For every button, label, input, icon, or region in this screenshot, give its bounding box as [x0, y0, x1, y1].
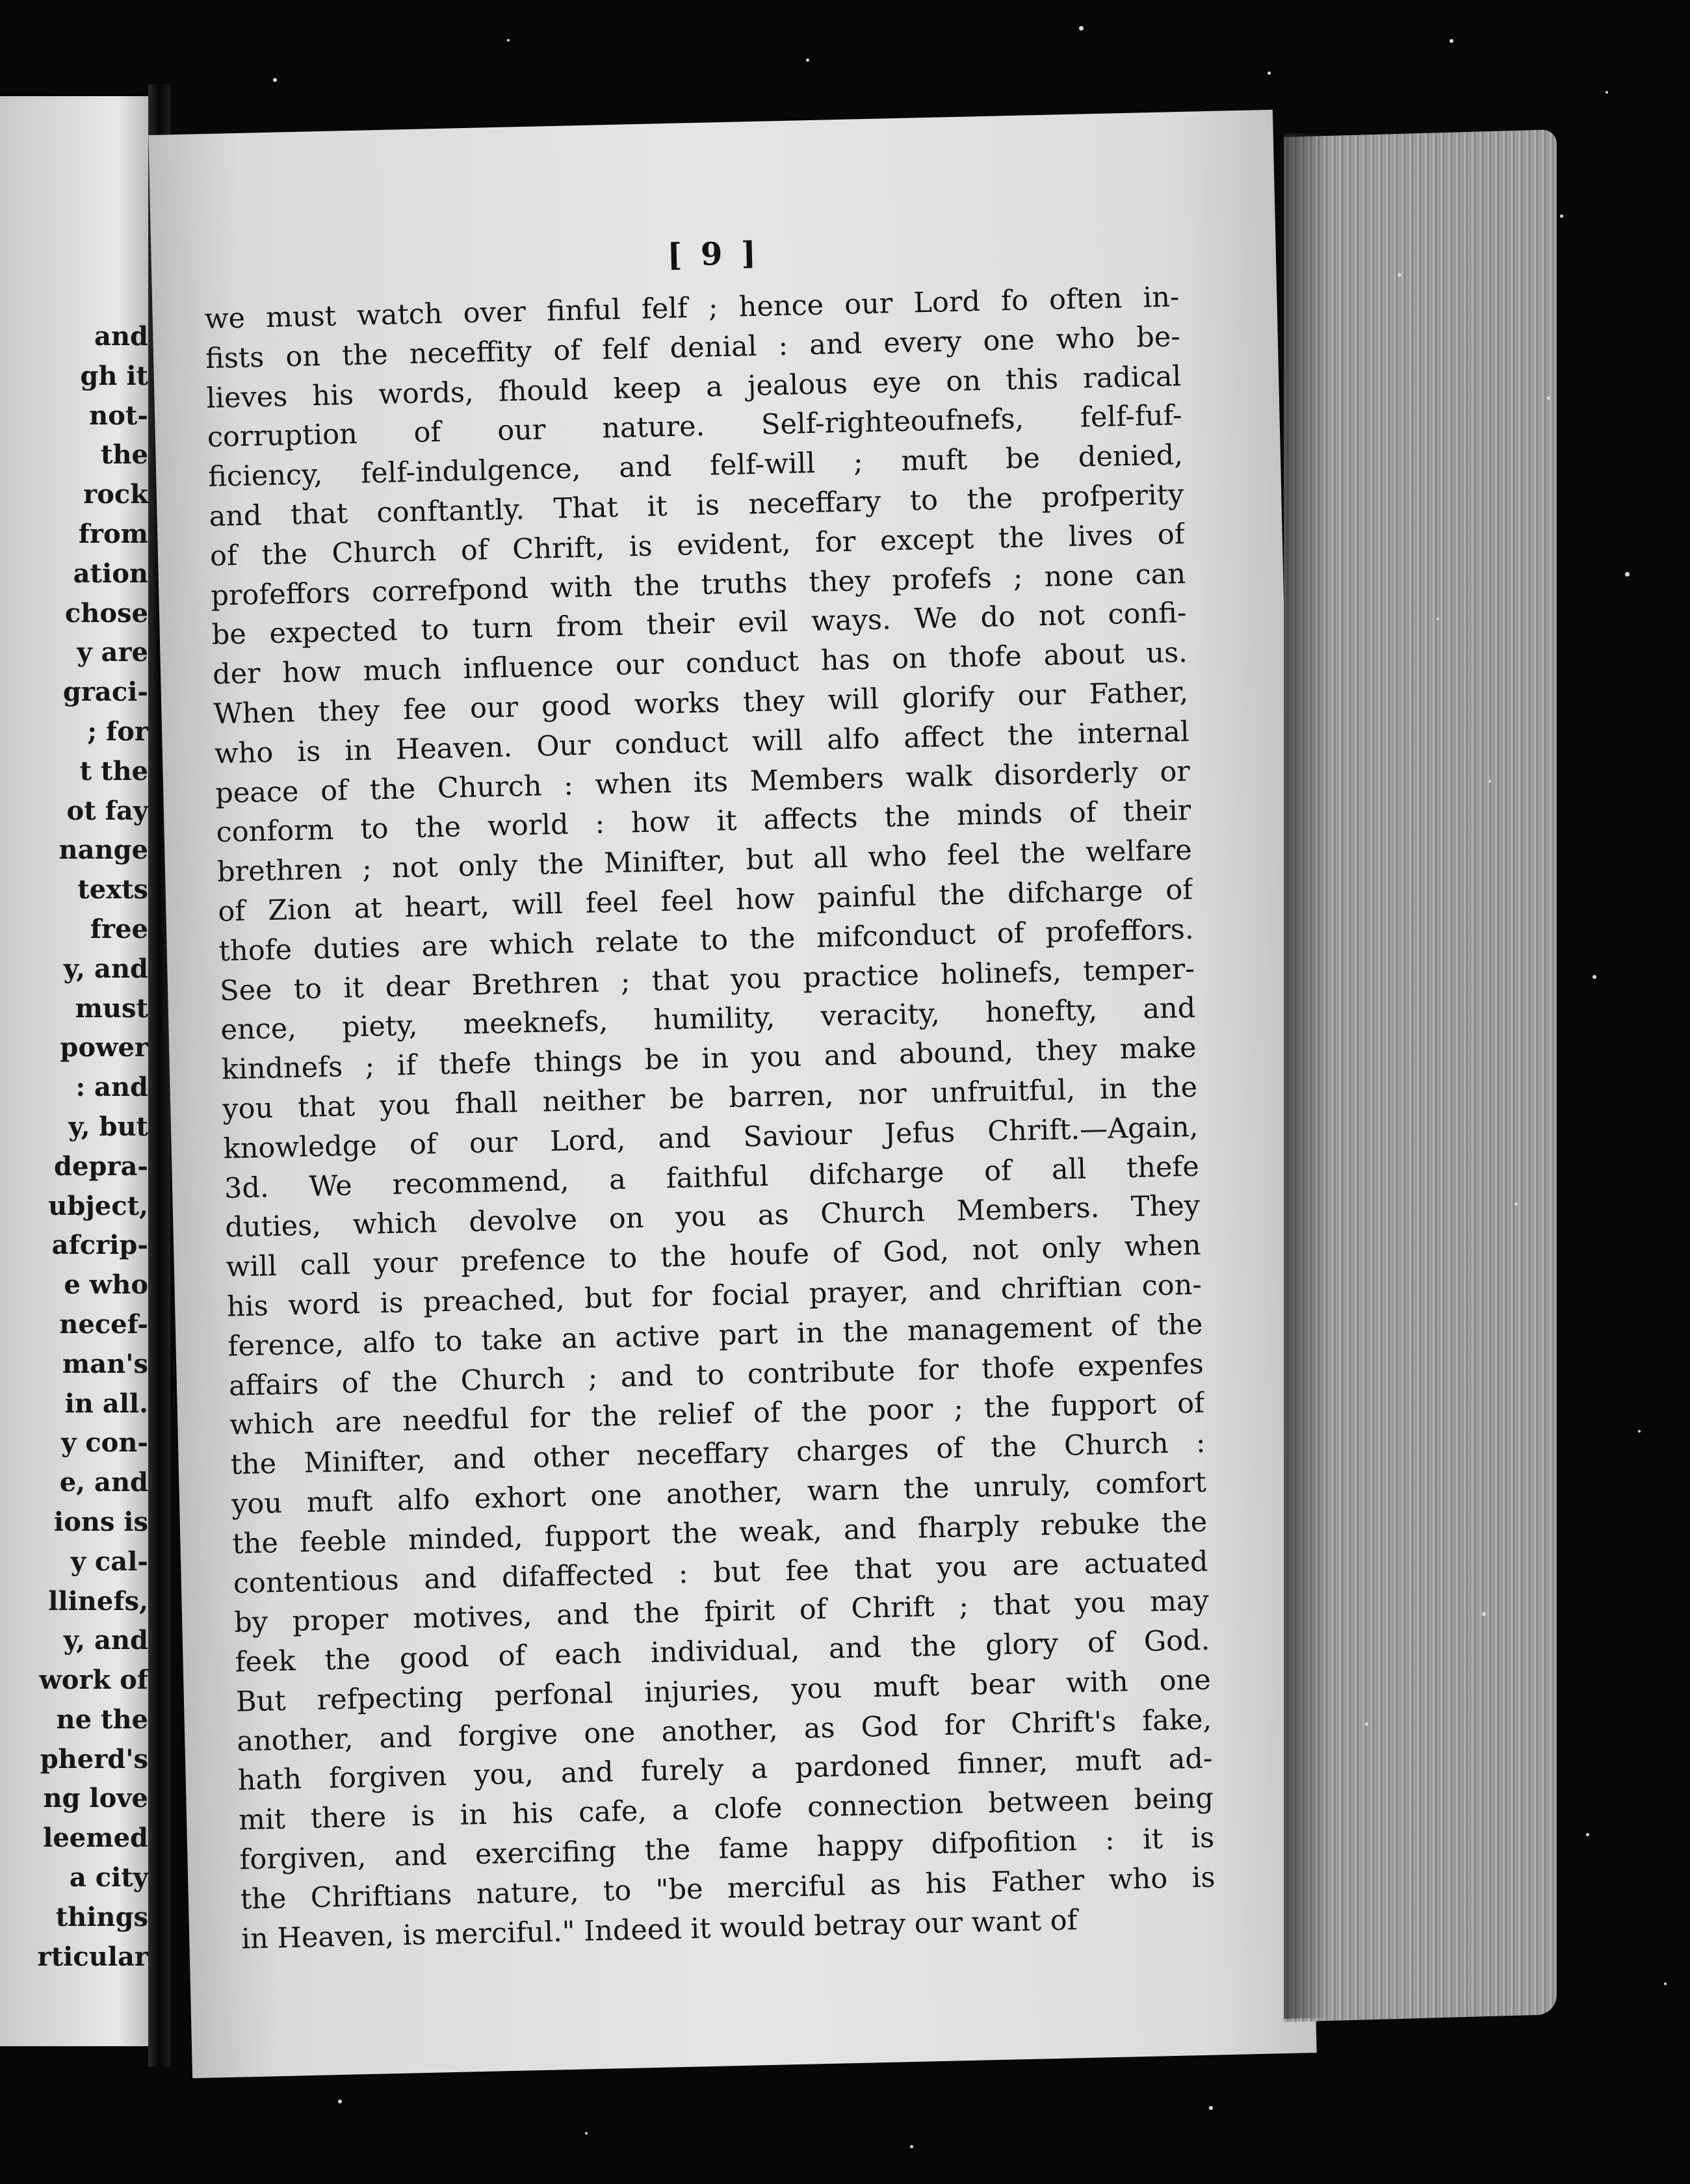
left-fragment: y, and [63, 1625, 148, 1656]
dust-speck [1586, 1833, 1589, 1836]
left-fragment: e who [64, 1269, 148, 1301]
dust-speck [1365, 1722, 1368, 1726]
text-line: his word is preached, but for focial prayer, and chriftian con- [226, 1268, 1202, 1323]
left-fragment: necef- [59, 1308, 148, 1340]
left-fragment: rticular [37, 1941, 148, 1972]
text-line: another, and forgive one another, as God for Chrift's fake, [236, 1703, 1212, 1758]
text-line: by proper motives, and the fpirit of Chrift ; that you may [233, 1584, 1210, 1639]
left-fragment: from [78, 518, 148, 549]
text-line: peace of the Church : when its Members walk disorderly or [214, 755, 1191, 810]
left-fragment: llinefs, [48, 1585, 148, 1617]
left-fragment: and [94, 321, 148, 352]
text-line: and that conftantly. That it is neceffary to the profperity [209, 478, 1184, 534]
left-fragment: must [75, 993, 148, 1024]
left-fragment: power [60, 1032, 148, 1063]
text-line: thofe duties are which relate to the mifconduct of profeffors. [218, 913, 1195, 968]
text-line: contentious and difaffected : but fee that you are actuated [233, 1545, 1209, 1600]
left-fragment: y con- [61, 1427, 148, 1459]
left-fragment: ; for [87, 716, 148, 747]
left-fragment: depra- [54, 1150, 148, 1182]
left-fragment: a city [69, 1862, 148, 1893]
text-line: the feeble minded, fupport the weak, and fharply rebuke the [231, 1505, 1208, 1561]
left-fragment: nange [58, 835, 148, 866]
text-line: feek the good of each individual, and the glory of God. [235, 1624, 1210, 1679]
left-fragment: y, and [63, 953, 148, 984]
text-line: der how much influence our conduct has on thofe about us. [212, 636, 1188, 692]
dust-speck [1514, 1202, 1518, 1206]
left-fragment: : and [75, 1072, 148, 1103]
dust-speck [1209, 2106, 1213, 2110]
text-line: lieves his words, fhould keep a jealous eye on this radical [205, 359, 1182, 415]
left-fragment: work of [39, 1665, 148, 1696]
left-fragment: ions is [53, 1506, 148, 1537]
text-line: mit there is in his cafe, a clofe connection between being [238, 1782, 1214, 1837]
left-fragment: the [100, 439, 148, 471]
left-fragment: man's [62, 1348, 148, 1379]
text-line: brethren ; not only the Minifter, but all who feel the welfare [216, 834, 1193, 889]
left-page-text [38, 317, 148, 1977]
dust-speck [1482, 1612, 1486, 1616]
text-line: fists on the neceffity of felf denial : and every one who be- [205, 320, 1181, 375]
left-page [0, 96, 148, 2046]
page-number: [ 9 ] [666, 235, 760, 274]
left-fragment: afcrip- [51, 1230, 148, 1261]
text-line: ficiency, felf-indulgence, and felf-will ; muft be denied, [207, 439, 1184, 494]
left-fragment: things [55, 1901, 148, 1932]
text-line: which are needful for the relief of the poor ; the fupport of [229, 1386, 1205, 1442]
left-fragment: texts [77, 874, 148, 905]
left-fragment: e, and [59, 1467, 148, 1498]
text-line: ference, alfo to take an active part in the management of the [228, 1308, 1203, 1363]
left-fragment: gh it [80, 360, 148, 391]
dust-speck [1560, 214, 1563, 218]
text-line: When they fee our good works they will glorify our Father, [213, 675, 1189, 731]
dust-speck [1398, 273, 1401, 277]
left-fragment: ot fay [66, 795, 148, 826]
left-fragment: ne the [56, 1704, 148, 1735]
dust-speck [507, 39, 510, 42]
left-fragment: ubject, [48, 1190, 148, 1221]
dust-speck [1436, 618, 1439, 620]
left-fragment: not- [89, 400, 148, 431]
dust-speck [910, 2145, 913, 2148]
dust-speck [338, 2100, 342, 2103]
text-line: hath forgiven you, and furely a pardoned finner, muft ad- [237, 1743, 1213, 1798]
left-fragment: ation [73, 558, 148, 589]
left-fragment: y, but [68, 1111, 148, 1142]
text-line: duties, which devolve on you as Church Members. They [224, 1190, 1201, 1245]
text-line: ence, piety, meeknefs, humility, veracity, honefty, and [220, 992, 1196, 1047]
text-line: But refpecting perfonal injuries, you muft bear with one [235, 1663, 1212, 1719]
dust-speck [1664, 1982, 1667, 1985]
dust-speck [806, 58, 809, 62]
text-line: kindnefs ; if thefe things be in you and abound, they make [221, 1031, 1197, 1086]
text-line: of Zion at heart, will feel feel how painful the difcharge of [217, 873, 1193, 928]
left-fragment: leemed [43, 1823, 148, 1854]
text-line: the Minifter, and other neceffary charges of the Church : [230, 1426, 1206, 1481]
dust-speck [1268, 72, 1271, 75]
left-fragment: ng love [43, 1783, 148, 1814]
text-line: you that you fhall neither be barren, nor unfruitful, in the [222, 1071, 1198, 1126]
left-fragment: graci- [62, 677, 148, 708]
left-fragment: rock [83, 479, 148, 510]
text-line: be expected to turn from their evil ways. We do not confi- [211, 597, 1187, 652]
dust-speck [1592, 975, 1596, 979]
dust-speck [1638, 1430, 1641, 1433]
left-fragment: free [90, 913, 148, 944]
text-line: knowledge of our Lord, and Saviour Jefus Chrift.—Again, [223, 1110, 1199, 1165]
dust-speck [1450, 39, 1453, 43]
dust-speck [1488, 780, 1491, 783]
text-line: of the Church of Chrift, is evident, for except the lives of [209, 517, 1186, 573]
left-fragment: y are [77, 637, 148, 668]
dust-speck [1079, 26, 1084, 31]
text-line: the Chriftians nature, to "be merciful as his Father who is [240, 1861, 1216, 1916]
text-line: in Heaven, is merciful." Indeed it would betray our want of [240, 1903, 1078, 1956]
dust-speck [585, 2132, 588, 2135]
right-page [148, 110, 1316, 2078]
text-line: corruption of our nature. Self-righteoufnefs, felf-fuf- [207, 399, 1183, 454]
page-body-text [204, 278, 1217, 1959]
dust-speck [1625, 572, 1630, 577]
page-stack-shadow [1284, 133, 1329, 2019]
text-line: will call your prefence to the houfe of God, not only when [226, 1228, 1202, 1284]
left-fragment: in all. [64, 1388, 148, 1419]
text-line: profeffors correfpond with the truths they profefs ; none can [210, 557, 1186, 612]
text-line: affairs of the Church ; and to contribute for thofe expenfes [228, 1347, 1204, 1403]
text-line: forgiven, and exercifing the fame happy difpofition : it is [239, 1821, 1215, 1877]
left-fragment: y cal- [70, 1546, 148, 1577]
left-fragment: pherd's [40, 1743, 148, 1774]
text-line: conform to the world : how it affects the minds of their [216, 794, 1191, 850]
text-line: we must watch over finful felf ; hence our Lord fo often in- [204, 281, 1180, 336]
text-line: who is in Heaven. Our conduct will alfo affect the internal [214, 715, 1190, 770]
left-fragment: t the [79, 755, 148, 786]
dust-speck [1606, 91, 1608, 94]
text-line: See to it dear Brethren ; that you practice holinefs, temper- [219, 952, 1195, 1008]
left-fragment: chose [64, 597, 148, 629]
dust-speck [1547, 396, 1550, 400]
text-line: 3d. We recommend, a faithful difcharge of all thefe [224, 1150, 1200, 1205]
dust-speck [273, 78, 277, 82]
text-line: you muft alfo exhort one another, warn the unruly, comfort [231, 1466, 1207, 1521]
